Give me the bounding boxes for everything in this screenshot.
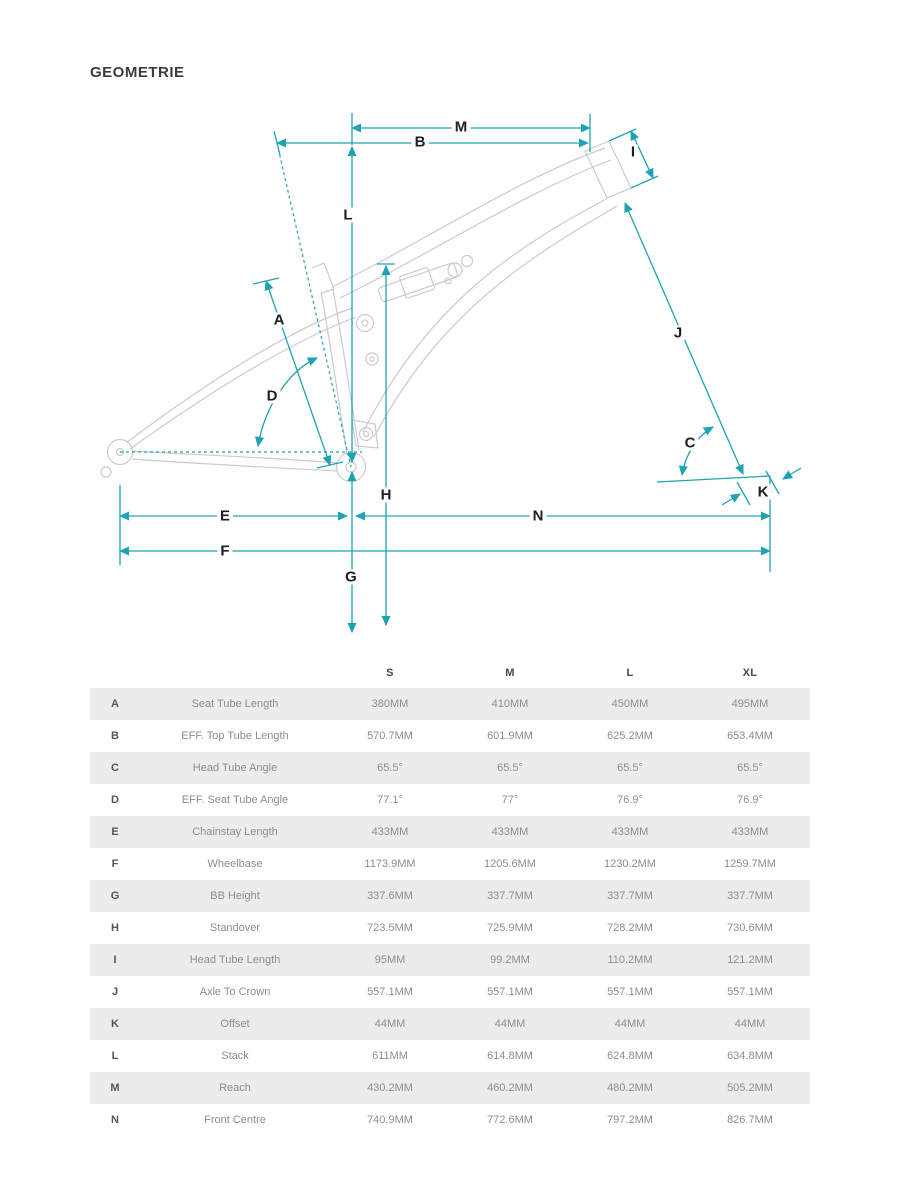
row-value: 410MM <box>491 698 529 710</box>
row-value: 337.6MM <box>367 890 413 902</box>
size-column-header-l: L <box>626 667 634 679</box>
row-value: 601.9MM <box>487 730 533 742</box>
row-letter: F <box>111 858 119 870</box>
row-value: 77.1° <box>377 794 403 806</box>
row-value: 740.9MM <box>367 1114 413 1126</box>
row-value: 44MM <box>494 1018 526 1030</box>
row-value: 76.9° <box>737 794 763 806</box>
row-label: Stack <box>221 1050 249 1062</box>
row-value: 44MM <box>734 1018 766 1030</box>
row-value: 1230.2MM <box>604 858 656 870</box>
row-value: 1205.6MM <box>484 858 536 870</box>
row-value: 826.7MM <box>727 1114 773 1126</box>
dim-K-arrow-right <box>783 468 801 479</box>
row-label: Head Tube Length <box>189 954 281 966</box>
row-value: 725.9MM <box>487 922 533 934</box>
row-value: 728.2MM <box>607 922 653 934</box>
row-label: Head Tube Angle <box>192 762 278 774</box>
table-row <box>90 720 810 752</box>
table-body <box>90 688 810 1136</box>
dim-label-b: B <box>412 135 429 150</box>
row-label: BB Height <box>210 890 260 902</box>
row-value: 433MM <box>371 826 409 838</box>
dim-label-n: N <box>530 509 547 524</box>
table-header <box>90 658 810 688</box>
size-column-header-xl: XL <box>742 667 758 679</box>
row-label: Reach <box>219 1082 251 1094</box>
table-row <box>90 944 810 976</box>
row-value: 557.1MM <box>607 986 653 998</box>
table-row <box>90 912 810 944</box>
row-letter: A <box>111 698 119 710</box>
row-value: 77° <box>501 794 519 806</box>
row-label: Standover <box>209 922 261 934</box>
dim-label-i: I <box>628 145 638 160</box>
row-letter: D <box>111 794 119 806</box>
dim-label-e: E <box>217 509 233 524</box>
dim-label-a: A <box>271 313 288 328</box>
table-row <box>90 1040 810 1072</box>
table-row <box>90 752 810 784</box>
bike-frame-artwork <box>101 141 631 482</box>
row-letter: C <box>111 762 119 774</box>
row-value: 505.2MM <box>727 1082 773 1094</box>
row-value: 634.8MM <box>727 1050 773 1062</box>
size-column-header-m: M <box>505 667 515 679</box>
dim-K-arrow-left <box>722 494 740 505</box>
dim-label-j: J <box>671 326 685 341</box>
row-value: 121.2MM <box>727 954 773 966</box>
row-value: 625.2MM <box>607 730 653 742</box>
row-value: 1173.9MM <box>364 858 416 870</box>
geometry-table <box>90 658 810 1136</box>
row-letter: J <box>111 986 119 998</box>
row-value: 65.5° <box>617 762 643 774</box>
row-label: Wheelbase <box>207 858 263 870</box>
row-value: 460.2MM <box>487 1082 533 1094</box>
row-value: 337.7MM <box>487 890 533 902</box>
row-value: 557.1MM <box>367 986 413 998</box>
row-letter: H <box>111 922 119 934</box>
dim-label-h: H <box>378 488 395 503</box>
row-label: Front Centre <box>204 1114 266 1126</box>
row-value: 65.5° <box>737 762 763 774</box>
row-value: 65.5° <box>497 762 523 774</box>
table-row <box>90 880 810 912</box>
row-value: 433MM <box>731 826 769 838</box>
row-letter: G <box>110 890 120 902</box>
table-row <box>90 1104 810 1136</box>
table-row <box>90 1072 810 1104</box>
table-row <box>90 816 810 848</box>
row-letter: I <box>113 954 117 966</box>
row-value: 337.7MM <box>607 890 653 902</box>
row-value: 611MM <box>372 1050 408 1062</box>
row-value: 480.2MM <box>607 1082 653 1094</box>
row-value: 44MM <box>614 1018 646 1030</box>
row-label: Axle To Crown <box>199 986 271 998</box>
dim-label-d: D <box>264 389 281 404</box>
dim-label-g: G <box>342 570 360 585</box>
row-value: 772.6MM <box>487 1114 533 1126</box>
row-value: 110.2MM <box>607 954 653 966</box>
table-row <box>90 848 810 880</box>
dim-label-k: K <box>755 485 772 500</box>
row-value: 730.6MM <box>727 922 773 934</box>
row-value: 570.7MM <box>367 730 413 742</box>
row-letter: M <box>110 1082 120 1094</box>
row-value: 653.4MM <box>727 730 773 742</box>
row-letter: B <box>111 730 119 742</box>
row-letter: E <box>111 826 119 838</box>
row-value: 65.5° <box>377 762 403 774</box>
row-value: 380MM <box>371 698 409 710</box>
dim-label-m: M <box>452 120 471 135</box>
row-value: 95MM <box>374 954 406 966</box>
row-value: 99.2MM <box>490 954 530 966</box>
row-value: 433MM <box>491 826 529 838</box>
table-row <box>90 1008 810 1040</box>
row-value: 797.2MM <box>607 1114 653 1126</box>
row-letter: N <box>111 1114 119 1126</box>
row-letter: L <box>111 1050 119 1062</box>
row-label: Offset <box>220 1018 250 1030</box>
size-column-header-s: S <box>386 667 394 679</box>
row-label: EFF. Top Tube Length <box>181 730 289 742</box>
table-row <box>90 688 810 720</box>
row-value: 1259.7MM <box>724 858 776 870</box>
row-letter: K <box>111 1018 119 1030</box>
page-title: GEOMETRIE <box>90 64 185 81</box>
row-value: 614.8MM <box>487 1050 533 1062</box>
dim-A-line <box>266 281 330 465</box>
row-label: Seat Tube Length <box>191 698 279 710</box>
row-label: Chainstay Length <box>192 826 278 838</box>
dim-label-c: C <box>682 436 699 451</box>
row-value: 450MM <box>611 698 649 710</box>
row-value: 557.1MM <box>487 986 533 998</box>
table-row <box>90 784 810 816</box>
row-value: 495MM <box>731 698 769 710</box>
dim-label-l: L <box>340 208 355 223</box>
row-value: 433MM <box>611 826 649 838</box>
row-value: 44MM <box>374 1018 406 1030</box>
row-label: EFF. Seat Tube Angle <box>181 794 289 806</box>
row-value: 337.7MM <box>727 890 773 902</box>
dim-label-f: F <box>217 544 232 559</box>
row-value: 624.8MM <box>607 1050 653 1062</box>
ground-reference <box>657 476 770 482</box>
row-value: 723.5MM <box>367 922 413 934</box>
row-value: 76.9° <box>617 794 643 806</box>
row-value: 557.1MM <box>727 986 773 998</box>
table-row <box>90 976 810 1008</box>
row-value: 430.2MM <box>367 1082 413 1094</box>
